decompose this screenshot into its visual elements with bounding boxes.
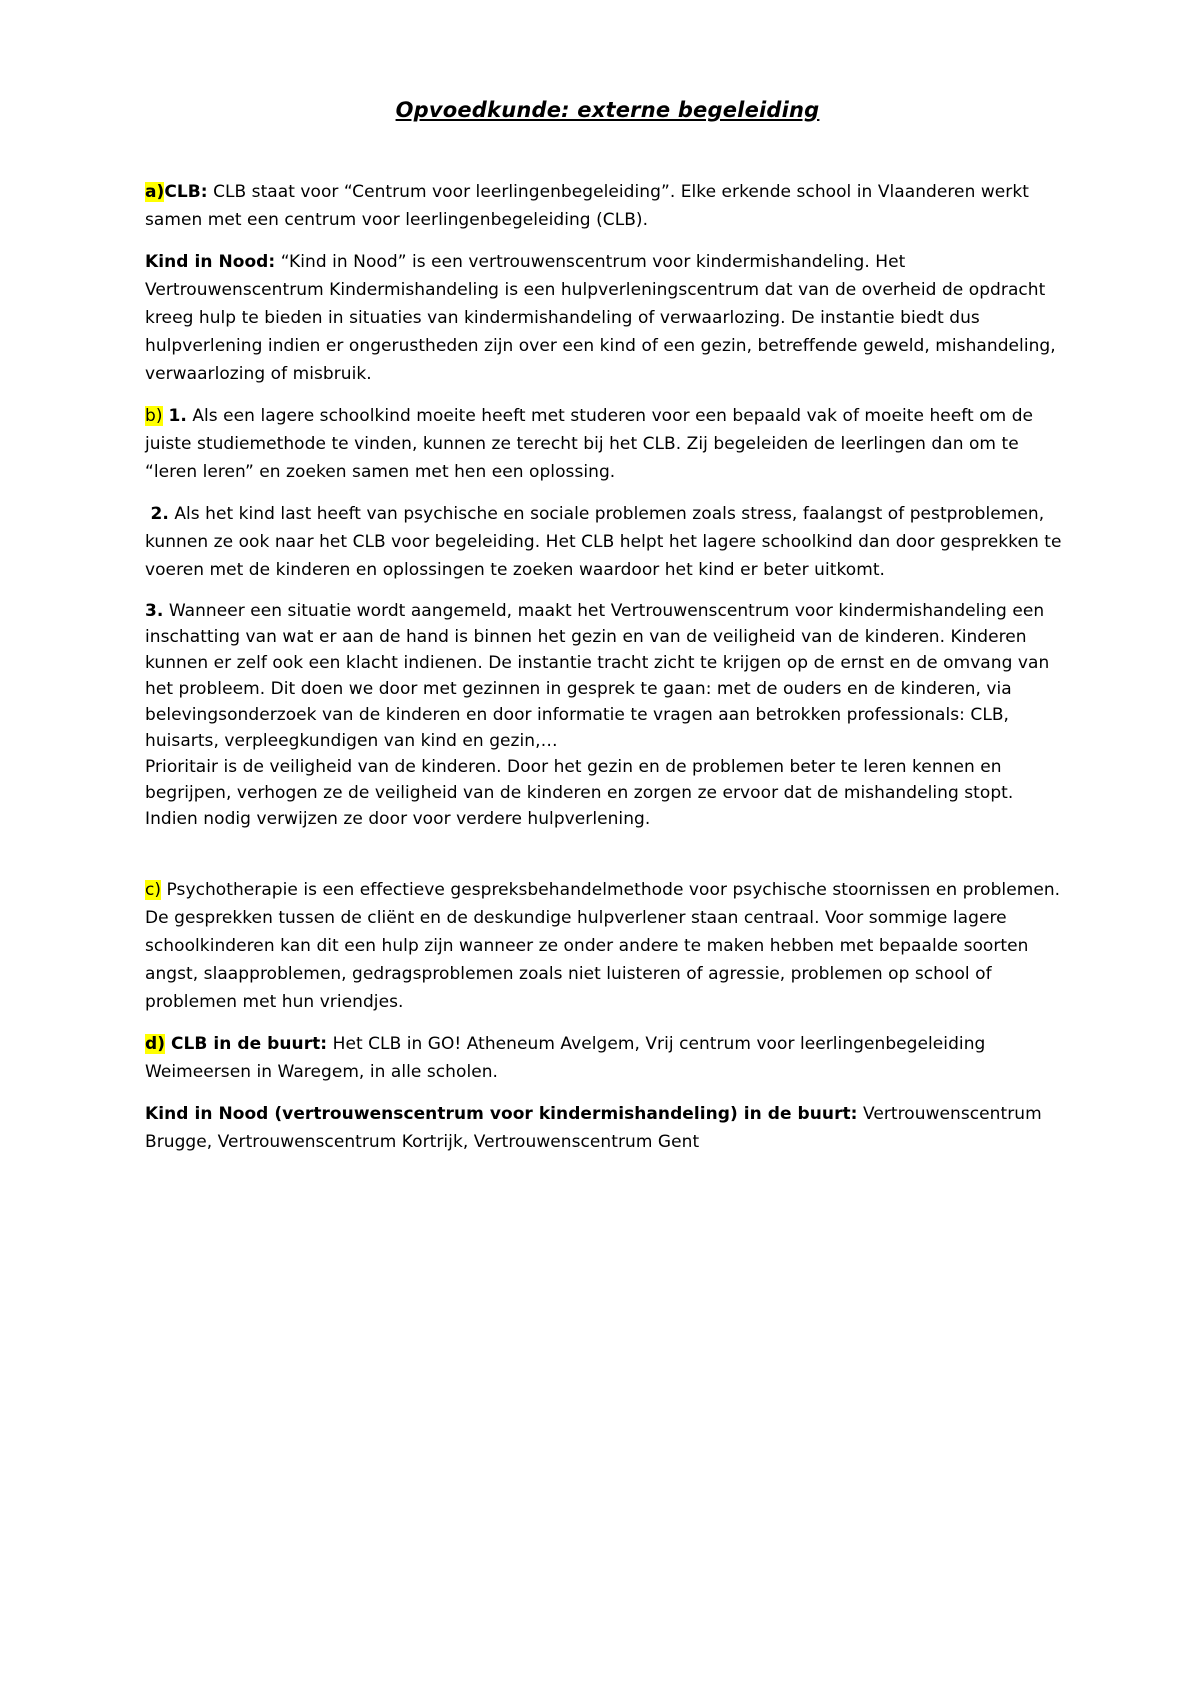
item-text-1: Als een lagere schoolkind moeite heeft met studeren voor een bepaald vak of moeite heeft om de juiste studiemethode te vinden, kunnen ze terecht bij het CLB. Zij begeleiden de leerlingen dan om te “leren leren” en zoeken samen met hen een oplossing. [145, 406, 1034, 482]
paragraph-b-2 [145, 500, 1070, 584]
item-text-3: Wanneer een situatie wordt aangemeld, maakt het Vertrouwenscentrum voor kindermishandeling een inschatting van wat er aan de hand is binnen het gezin en van de veiligheid van de kinderen. Kinderen kunnen er zelf ook een klacht indienen. De instantie tracht zicht te krijgen op de ernst en de omvang van het probleem. Dit doen we door met gezinnen in gesprek te gaan: met de ouders en de kinderen, via belevingsonderzoek van de kinderen en door informatie te vragen aan betrokken professionals: CLB, huisarts, verpleegkundigen van kind en gezin,… [145, 601, 1050, 751]
clb-definition: CLB staat voor “Centrum voor leerlingenbegeleiding”. Elke erkende school in Vlaanderen werkt samen met een centrum voor leerlingenbegeleiding (CLB). [145, 182, 1029, 230]
kind-in-nood-label: Kind in Nood: [145, 252, 276, 272]
psychotherapy-text: Psychotherapie is een effectieve gespreksbehandelmethode voor psychische stoornissen en problemen. De gesprekken tussen de cliënt en de deskundige hulpverlener staan centraal. Voor sommige lagere schoolkinderen kan dit een hulp zijn wanneer ze onder andere te maken hebben met bepaalde soorten angst, slaapproblemen, gedragsproblemen zoals niet luisteren of agressie, problemen op school of problemen met hun vriendjes. [145, 880, 1061, 1012]
clb-label: CLB: [164, 182, 208, 202]
paragraph-d-kind-in-nood [145, 1100, 1070, 1156]
item-number-1: 1. [162, 406, 187, 426]
item-number-3: 3. [145, 601, 164, 621]
section-marker-b: b) [145, 406, 163, 426]
clb-nearby-label: CLB in de buurt: [165, 1034, 328, 1054]
paragraph-d-clb [145, 1030, 1070, 1086]
page-title: Opvoedkunde: externe begeleiding [395, 98, 820, 122]
kind-in-nood-nearby-text: Vertrouwenscentrum Brugge, Vertrouwenscentrum Kortrijk, Vertrouwenscentrum Gent [145, 1104, 1042, 1152]
kind-in-nood-definition: “Kind in Nood” is een vertrouwenscentrum voor kindermishandeling. Het Vertrouwenscentrum Kindermishandeling is een hulpverleningscentrum dat van de overheid de opdracht kreeg hulp te bieden in situaties van kindermishandeling of verwaarlozing. De instantie biedt dus hulpverlening indien er ongerustheden zijn over een kind of een gezin, betreffende geweld, mishandeling, verwaarlozing of misbruik. [145, 252, 1056, 384]
item-number-2: 2. [150, 504, 169, 524]
section-marker-d: d) [145, 1034, 166, 1054]
clb-nearby-text: Het CLB in GO! Atheneum Avelgem, Vrij centrum voor leerlingenbegeleiding Weimeersen in Waregem, in alle scholen. [145, 1034, 986, 1082]
paragraph-b-1 [145, 402, 1070, 486]
paragraph-b-3 [145, 598, 1070, 754]
kind-in-nood-nearby-label: Kind in Nood (vertrouwenscentrum voor kindermishandeling) in de buurt: [145, 1104, 858, 1124]
item-text-2: Als het kind last heeft van psychische en sociale problemen zoals stress, faalangst of pestproblemen, kunnen ze ook naar het CLB voor begeleiding. Het CLB helpt het lagere schoolkind dan door gesprekken te voeren met de kinderen en oplossingen te zoeken waardoor het kind er beter uitkomt. [145, 504, 1062, 580]
section-marker-c: c) [145, 880, 162, 900]
section-marker-a: a) [145, 182, 165, 202]
paragraph-a-kind-in-nood [145, 248, 1070, 388]
paragraph-c [145, 876, 1070, 1016]
paragraph-a-clb [145, 178, 1070, 234]
paragraph-b-4: Prioritair is de veiligheid van de kinderen. Door het gezin en de problemen beter te leren kennen en begrijpen, verhogen ze de veiligheid van de kinderen en zorgen ze ervoor dat de mishandeling stopt. Indien nodig verwijzen ze door voor verdere hulpverlening. [145, 757, 1014, 829]
